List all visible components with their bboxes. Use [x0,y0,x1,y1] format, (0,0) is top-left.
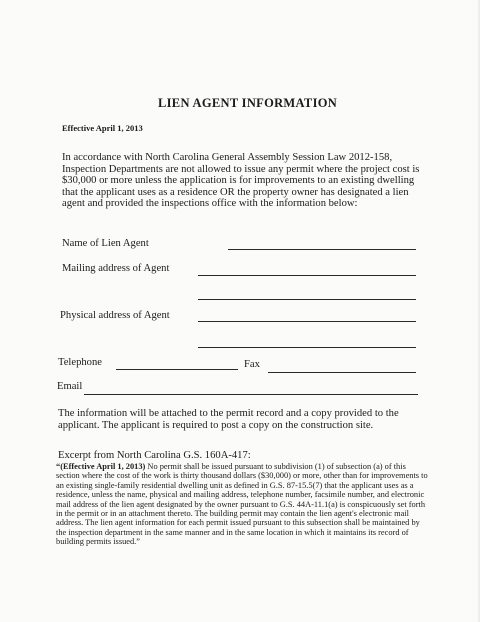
fax-label: Fax [244,359,260,370]
intro-paragraph: In accordance with North Carolina General Assembly Session Law 2012-158, Inspection Departments are not allowed to issue any permit where the project cost is $30,000 or more unless the application is for improvements to an existing dwelling that the applicant uses as a residence OR the property owner has designated a lien agent and provided the inspections office with the information below: [62,152,420,210]
excerpt-heading: Excerpt from North Carolina G.S. 160A-417: [58,450,251,461]
fax-field-line[interactable] [268,372,416,373]
name-field-line[interactable] [228,249,416,250]
name-label: Name of Lien Agent [62,238,149,249]
excerpt-text [56,462,428,547]
effective-date: Effective April 1, 2013 [62,123,143,133]
telephone-field-line[interactable] [116,369,238,370]
mailing-address-line-2[interactable] [198,299,416,300]
telephone-label: Telephone [58,357,102,368]
excerpt-body: No permit shall be issued pursuant to subdivision (1) of subsection (a) of this section where the cost of the work is thirty thousand dollars ($30,000) or more, other than for improvements to an existing single-family residential dwelling unit as defined in G.S. 87-15.5(7) that the applicant uses as a residence, unless the name, physical and mailing address, telephone number, facsimile number, and electronic mail address of the lien agent designated by the owner pursuant to G.S. 44A-11.1(a) is conspicuously set forth in the permit or in an attachment thereto. The building permit may contain the lien agent's electronic mail address. The lien agent information for each permit issued pursuant to this subsection shall be maintained by the inspection department in the same manner and in the same location in which it maintains its record of building permits issued.” [56,462,428,547]
mailing-address-label: Mailing address of Agent [62,263,170,274]
physical-address-line-2[interactable] [198,347,416,348]
mailing-address-line-1[interactable] [198,275,416,276]
email-field-line[interactable] [84,394,418,395]
page-title: LIEN AGENT INFORMATION [158,96,338,110]
physical-address-label: Physical address of Agent [60,310,170,321]
physical-address-line-1[interactable] [198,321,416,322]
notice-paragraph: The information will be attached to the permit record and a copy provided to the applicant. The applicant is required to post a copy on the construction site. [58,408,399,431]
excerpt-lead: “(Effective April 1, 2013) [56,462,146,471]
email-label: Email [57,381,83,392]
